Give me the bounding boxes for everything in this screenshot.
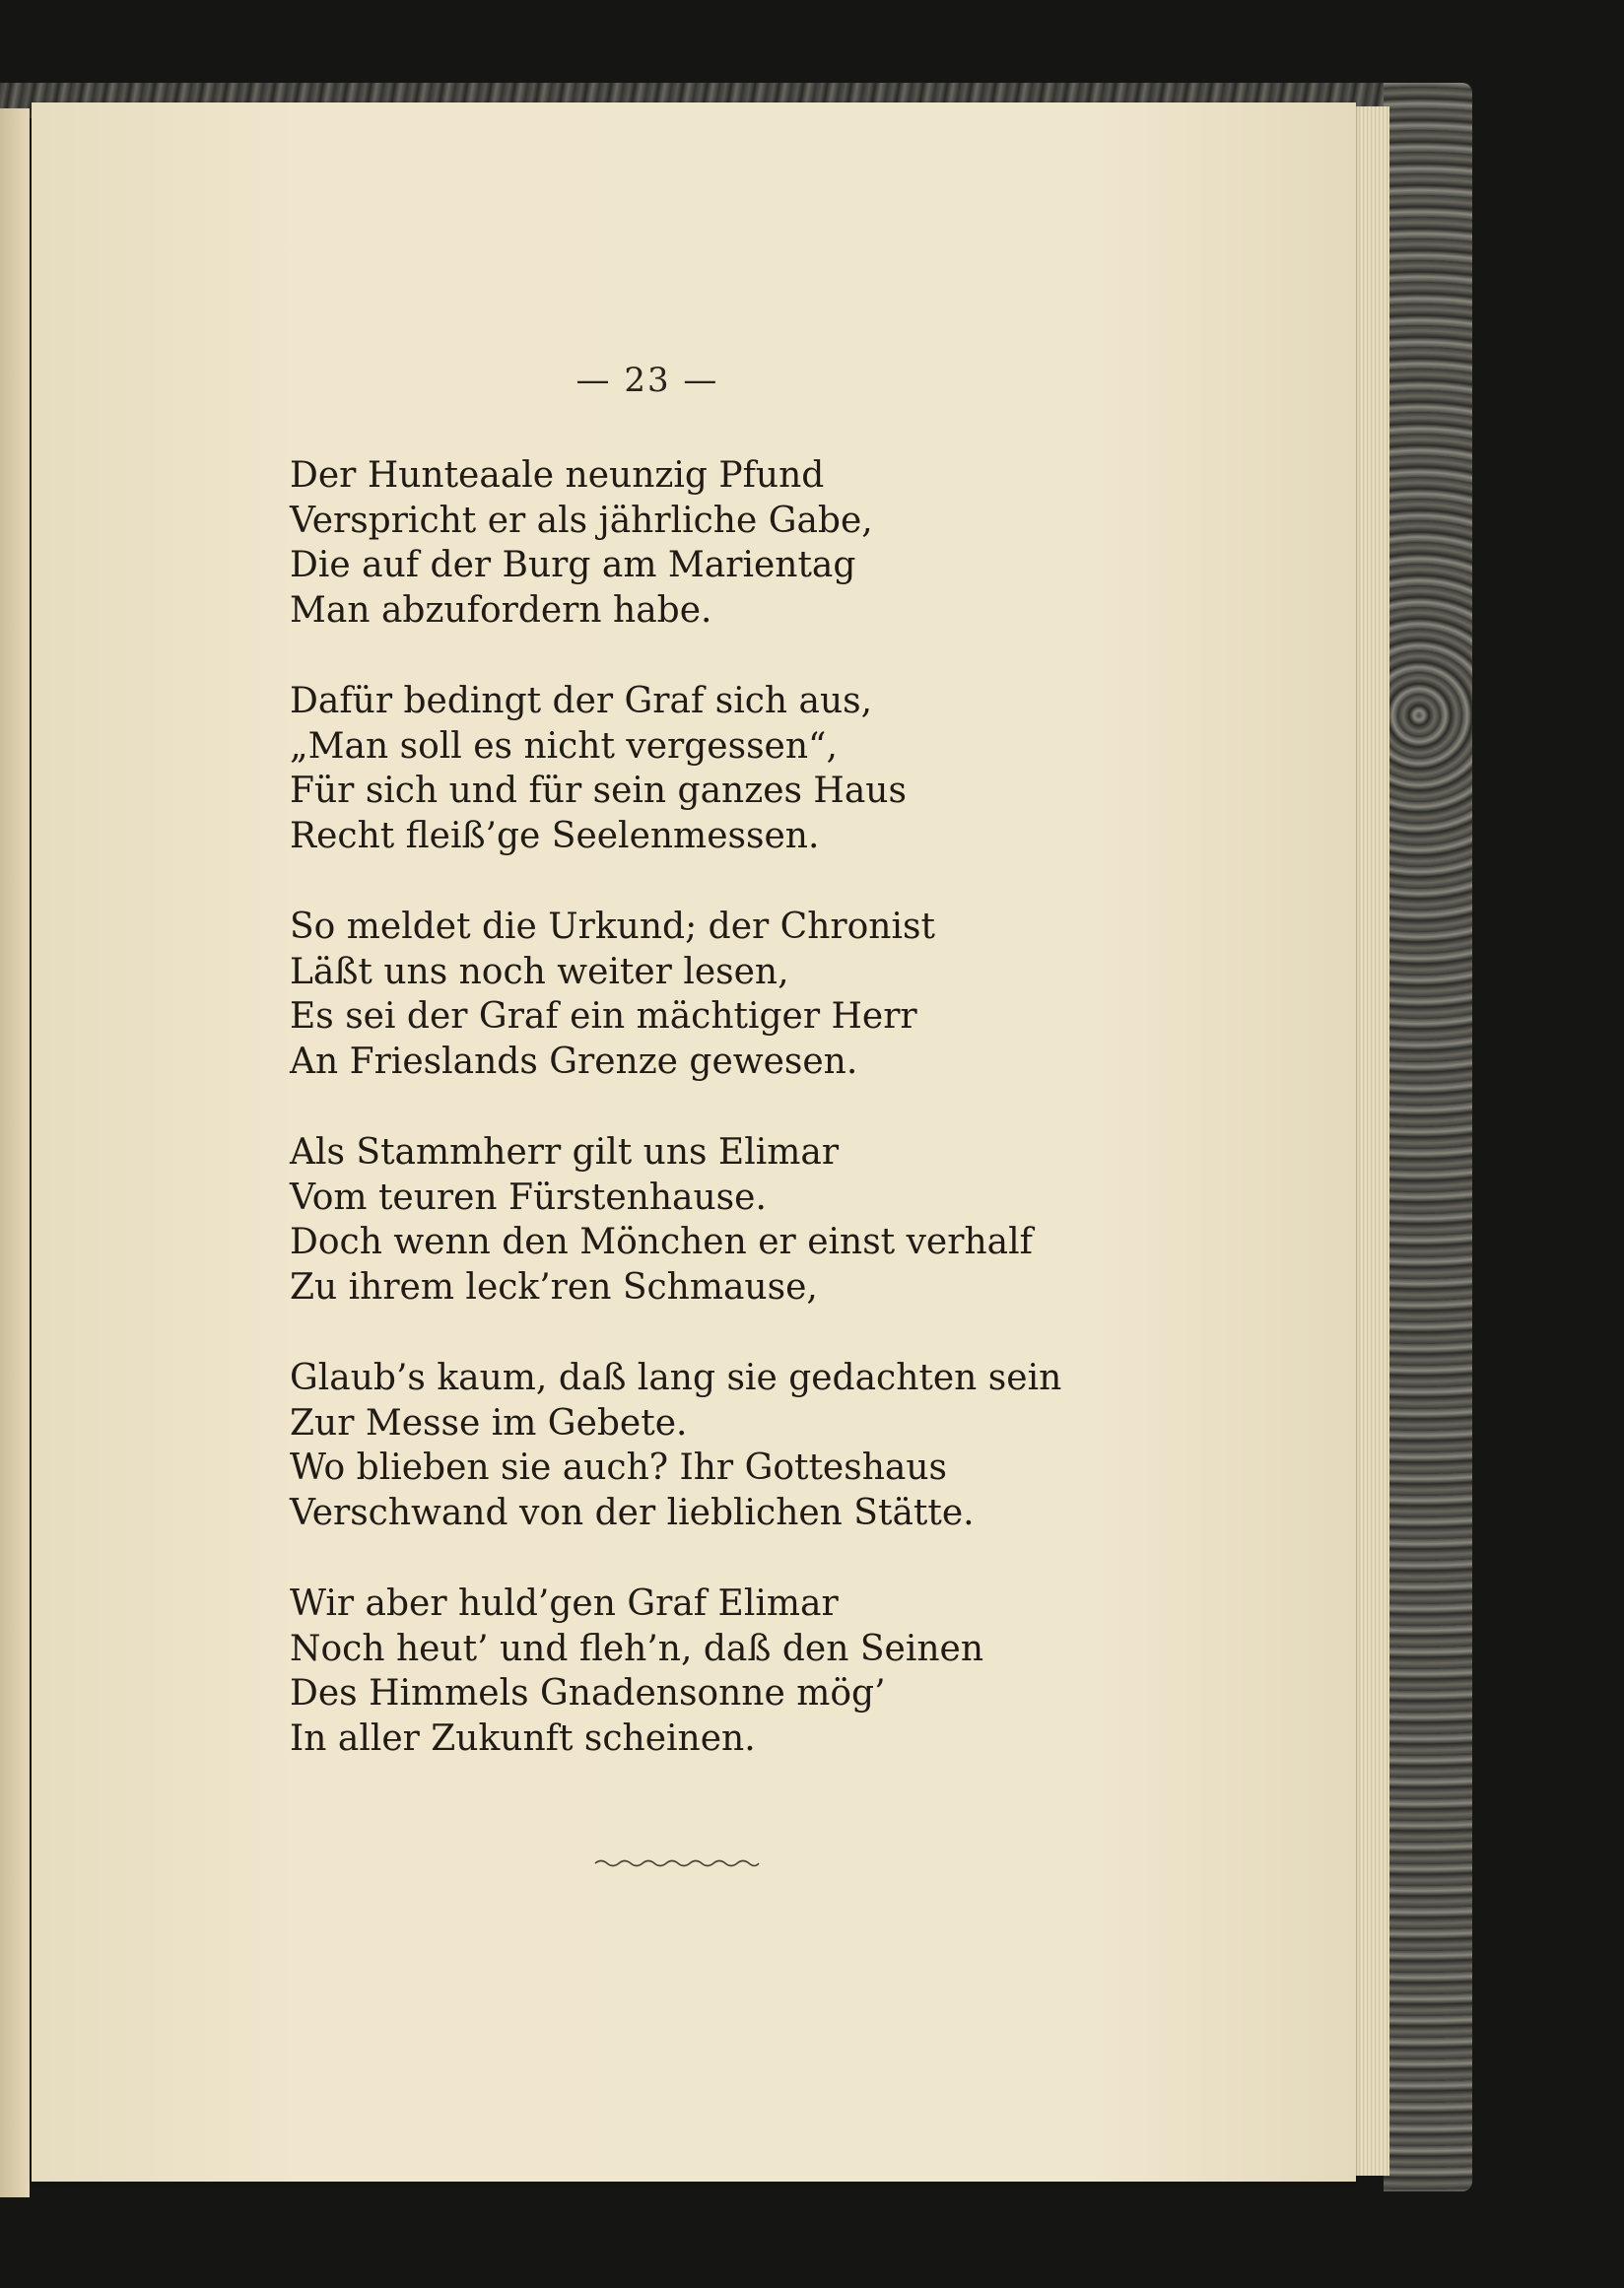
poem-line: In aller Zukunft scheinen. xyxy=(290,1717,756,1759)
poem-line: Es sei der Graf ein mächtiger Herr xyxy=(290,996,917,1037)
poem-line: Die auf der Burg am Marientag xyxy=(290,545,856,585)
poem-line: So meldet die Urkund; der Chronist xyxy=(290,907,935,947)
poem-line: Doch wenn den Mönchen er einst verhalf xyxy=(290,1222,1033,1262)
poem-line: Verschwand von der lieblichen Stätte. xyxy=(290,1492,975,1533)
poem-line: Zu ihrem leck’ren Schmause, xyxy=(290,1266,818,1308)
stanza xyxy=(290,1130,1315,1310)
poem-line: Der Hunteaale neunzig Pfund xyxy=(290,455,825,496)
poem-line: Als Stammherr gilt uns Elimar xyxy=(290,1132,840,1173)
facing-page-edge xyxy=(0,108,30,2197)
poem-line: Verspricht er als jährliche Gabe, xyxy=(290,500,873,541)
poem-line: Wir aber huld’gen Graf Elimar xyxy=(290,1583,839,1624)
poem xyxy=(290,453,1315,1807)
poem-line: Läßt uns noch weiter lesen, xyxy=(290,951,789,992)
stanza xyxy=(290,1581,1315,1761)
stanza xyxy=(290,453,1315,633)
poem-line: Noch heut’ und fleh’n, daß den Seinen xyxy=(290,1628,984,1669)
poem-line: Zur Messe im Gebete. xyxy=(290,1402,688,1444)
book-page xyxy=(32,102,1356,2182)
poem-line: An Frieslands Grenze gewesen. xyxy=(290,1041,858,1082)
poem-line: Man abzufordern habe. xyxy=(290,589,712,631)
poem-line: Wo blieben sie auch? Ihr Gotteshaus xyxy=(290,1447,948,1488)
stanza xyxy=(290,679,1315,858)
stanza xyxy=(290,905,1315,1084)
poem-line: Des Himmels Gnadensonne mög’ xyxy=(290,1673,886,1714)
poem-line: „Man soll es nicht vergessen“, xyxy=(290,725,838,767)
poem-line: Recht fleiß’ge Seelenmessen. xyxy=(290,815,820,856)
marbled-cover-right xyxy=(1384,83,1472,2191)
poem-line: Für sich und für sein ganzes Haus xyxy=(290,771,907,811)
poem-line: Dafür bedingt der Graf sich aus, xyxy=(290,681,873,721)
page-number: — 23 — xyxy=(575,361,719,400)
poem-line: Vom teuren Fürstenhause. xyxy=(290,1177,767,1218)
wavy-ornament-divider xyxy=(593,1856,761,1870)
page-fore-edge xyxy=(1356,106,1389,2176)
poem-line: Glaub’s kaum, daß lang sie gedachten sein xyxy=(290,1358,1062,1398)
stanza xyxy=(290,1356,1315,1535)
